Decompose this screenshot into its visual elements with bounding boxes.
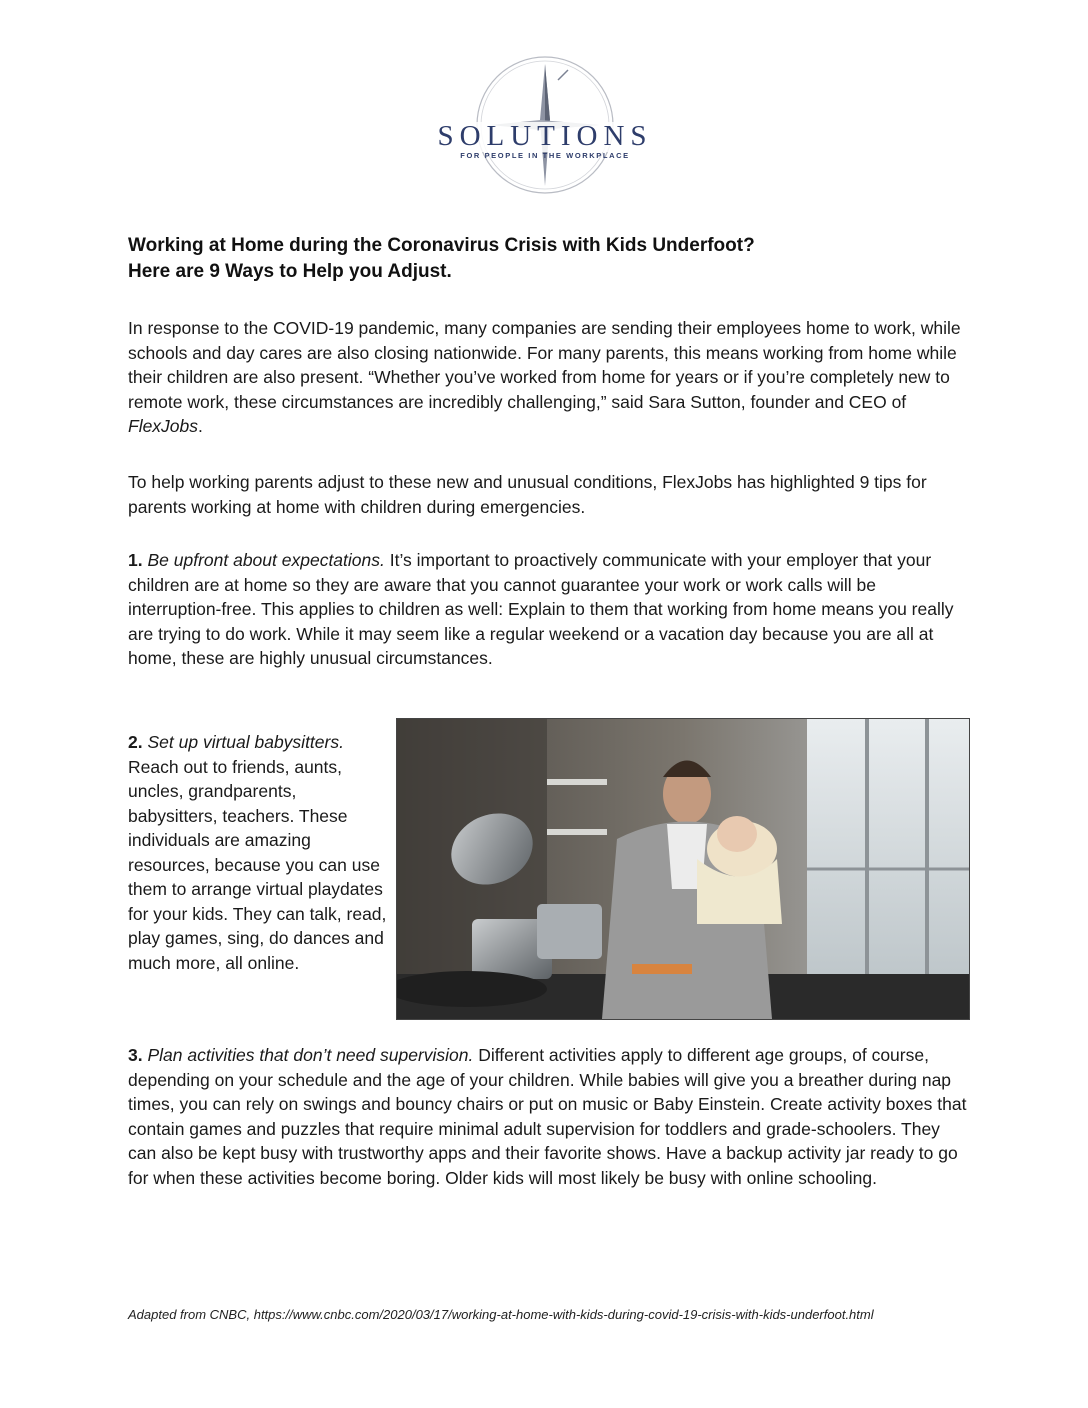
tip-2-heading: Set up virtual babysitters. xyxy=(147,732,344,752)
parent-working-with-baby-photo xyxy=(396,718,970,1020)
intro-paragraph xyxy=(128,316,968,439)
tip-2 xyxy=(128,730,390,975)
intro-company: FlexJobs xyxy=(128,416,199,436)
solutions-logo xyxy=(420,50,670,200)
tip-2-number: 2. xyxy=(128,732,143,752)
logo-brand-text: SOLUTIONS xyxy=(437,120,653,152)
tip-2-text: Reach out to friends, aunts, uncles, grandparents, babysitters, teachers. These individuals are amazing resources, because you can use them to arrange virtual playdates for your kids. They can talk, read, play games, sing, do dances and much more, all online. xyxy=(128,756,387,973)
title-line-2: Here are 9 Ways to Help you Adjust. xyxy=(128,261,452,282)
source-footer: Adapted from CNBC, https://www.cnbc.com/2020/03/17/working-at-home-with-kids-during-covid-19-crisis-with-kids-underfoot.html xyxy=(128,1307,874,1322)
logo-tagline-text: FOR PEOPLE IN THE WORKPLACE xyxy=(460,151,630,160)
tip-1-heading: Be upfront about expectations. xyxy=(147,550,385,570)
tip-1-number: 1. xyxy=(128,550,143,570)
compass-logo-icon xyxy=(420,50,670,200)
intro-paragraph-2: To help working parents adjust to these new and unusual conditions, FlexJobs has highlighted 9 tips for parents working at home with children during emergencies. xyxy=(128,472,927,517)
tip-3 xyxy=(128,1043,968,1190)
tip-1 xyxy=(128,548,968,671)
tip-3-text: Different activities apply to different age groups, of course, depending on your schedule and the age of your children. While babies will give you a breather during nap times, you can rely on swings and bouncy chairs or put on music or Baby Einstein. Create activity boxes that contain games and puzzles that require minimal adult supervision for toddlers and grade-schoolers. They can also be kept busy with trustworthy apps and their favorite shows. Have a backup activity jar ready to go for when these activities become boring. Older kids will most likely be busy with online schooling. xyxy=(128,1045,967,1188)
tip-1-text: It’s important to proactively communicate with your employer that your children are at home so they are aware that you cannot guarantee your work or work calls will be interruption-free. This applies to children as well: Explain to them that working from home means you really are trying to do work. While it may seem like a regular weekend or a vacation day because you are all at home, these are highly unusual circumstances. xyxy=(128,550,954,668)
title-line-1: Working at Home during the Coronavirus Crisis with Kids Underfoot? xyxy=(128,235,755,256)
article-title xyxy=(128,233,968,285)
tip-3-number: 3. xyxy=(128,1045,143,1065)
intro-end: . xyxy=(198,416,203,436)
intro-text: In response to the COVID-19 pandemic, many companies are sending their employees home to work, while schools and day cares are also closing nationwide. For many parents, this means working from home while their children are also present. “Whether you’ve worked from home for years or if you’re completely new to remote work, these circumstances are incredibly challenging,” said Sara Sutton, founder and CEO of xyxy=(128,318,961,412)
tip-3-heading: Plan activities that don’t need supervision. xyxy=(147,1045,474,1065)
